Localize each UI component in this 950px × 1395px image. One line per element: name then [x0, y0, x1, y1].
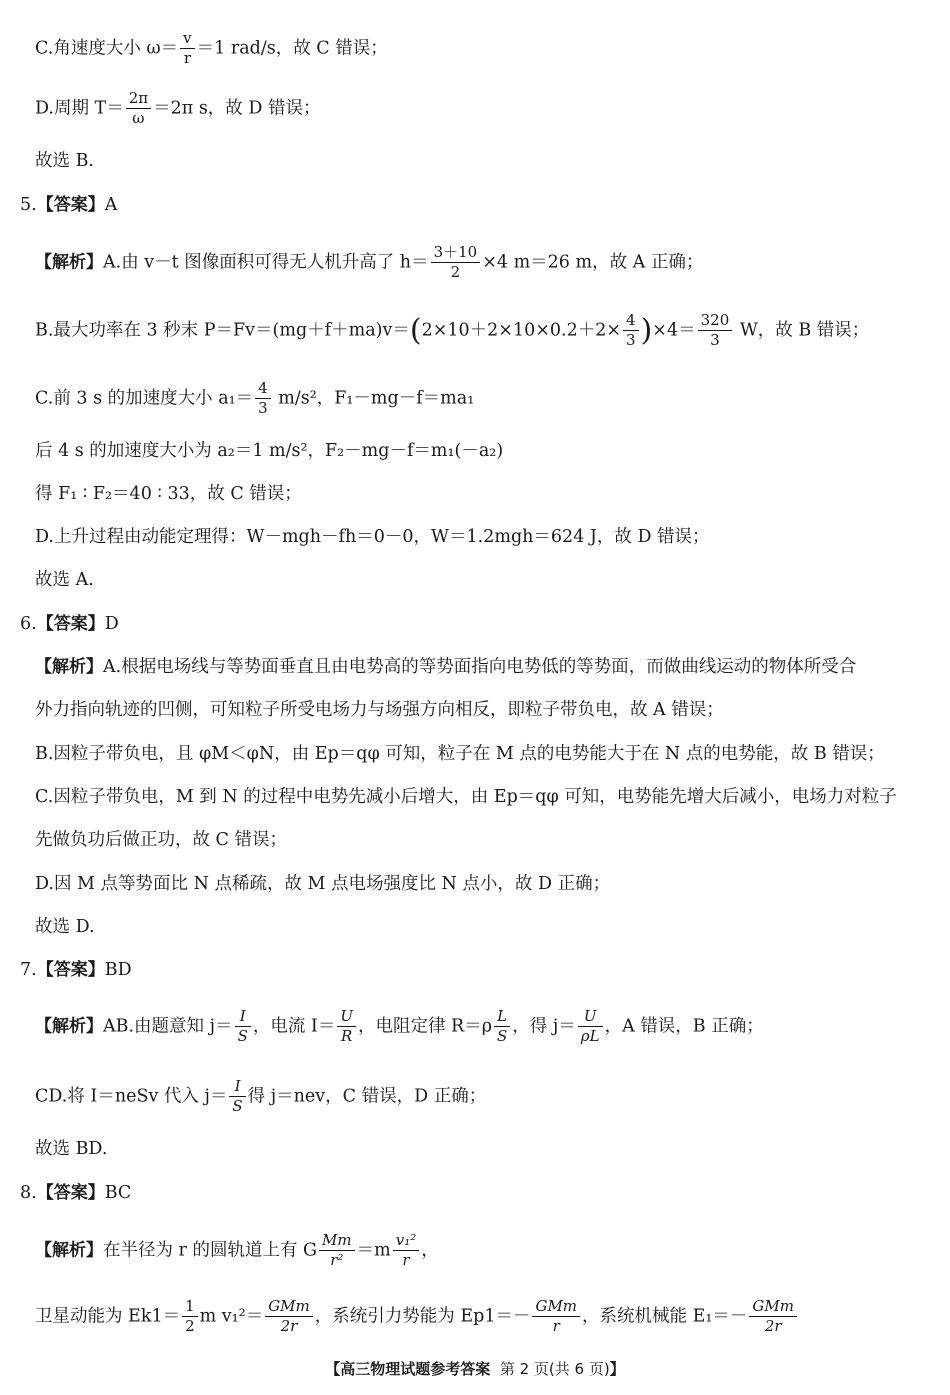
- q5-answer: [20, 197, 117, 215]
- analysis-label: 【解析】: [35, 252, 103, 273]
- fraction: [255, 380, 271, 418]
- denominator: S: [232, 1097, 243, 1116]
- numerator: v₁²: [393, 1232, 420, 1251]
- denominator: r: [402, 1251, 410, 1270]
- q6-option-b: B.因粒子带负电，且 φM＜φN，由 Ep＝qφ 可知，粒子在 M 点的电势能大于在 N 点的电势能，故 B 错误；: [35, 744, 885, 764]
- q7-choose: 故选 BD.: [35, 1139, 108, 1159]
- text: A.根据电场线与等势面垂直且由电势高的等势面指向电势低的等势面，而做曲线运动的物体所受合: [103, 657, 857, 677]
- fraction: [265, 1298, 313, 1336]
- text: ，系统机械能 E₁＝－: [582, 1306, 748, 1327]
- analysis-label: 【解析】: [35, 657, 103, 677]
- numerator: 3＋10: [431, 244, 481, 263]
- answer-value: A: [104, 195, 118, 215]
- q4-option-d: [35, 90, 320, 128]
- footer-title: 【高三物理试题参考答案: [325, 1360, 491, 1378]
- fraction: [749, 1298, 797, 1336]
- q6-answer: [20, 616, 119, 634]
- question-number: 8.: [20, 1183, 37, 1203]
- numerator: GMm: [749, 1298, 797, 1317]
- q5-choose: 故选 A.: [35, 570, 94, 590]
- text: A.由 v－t 图像面积可得无人机升高了 h＝: [103, 252, 429, 273]
- numerator: 2π: [126, 90, 151, 109]
- fraction: [623, 312, 639, 350]
- q5-c-line3: 得 F₁ ∶ F₂＝40 ∶ 33，故 C 错误；: [35, 484, 302, 504]
- text: C.角速度大小 ω＝: [35, 38, 179, 59]
- numerator: U: [578, 1008, 603, 1027]
- answer-label: 【答案】: [36, 960, 105, 980]
- fraction: [393, 1232, 420, 1270]
- fraction: [431, 244, 481, 282]
- answer-label: 【答案】: [36, 1183, 105, 1203]
- footer-bracket: 】: [609, 1360, 625, 1378]
- numerator: v: [180, 30, 194, 49]
- fraction: [698, 312, 733, 350]
- numerator: L: [494, 1008, 510, 1027]
- q5-analysis-a: [35, 244, 703, 282]
- q5-option-b: [35, 312, 869, 350]
- denominator: S: [237, 1027, 248, 1046]
- q6-analysis-a1: [35, 659, 856, 677]
- denominator: 2: [450, 263, 461, 282]
- denominator: 3: [258, 399, 268, 418]
- q5-option-c: [35, 380, 474, 418]
- denominator: 2r: [280, 1317, 298, 1336]
- numerator: 4: [623, 312, 639, 331]
- text: B.最大功率在 3 秒末 P＝Fv＝(mg＋f＋ma)v＝: [35, 320, 410, 341]
- text: m v₁²＝: [199, 1306, 264, 1327]
- fraction: [229, 1078, 245, 1116]
- text: 在半径为 r 的圆轨道上有 G: [103, 1240, 318, 1261]
- fraction: [337, 1008, 356, 1046]
- denominator: ρL: [580, 1027, 600, 1046]
- q5-option-d: D.上升过程由动能定理得：W－mgh－fh＝0－0，W＝1.2mgh＝624 J，故 D 错误；: [35, 527, 710, 547]
- q6-choose: 故选 D.: [35, 917, 95, 937]
- text: ＝2π s，故 D 错误；: [153, 98, 321, 119]
- text: ×4 m＝26 m，故 A 正确；: [482, 252, 704, 273]
- q4-option-c: [35, 30, 388, 68]
- numerator: 1: [182, 1298, 198, 1317]
- text: D.周期 T＝: [35, 98, 124, 119]
- numerator: GMm: [532, 1298, 580, 1317]
- q7-analysis-ab: [35, 1008, 764, 1046]
- question-number: 6.: [20, 614, 37, 634]
- text: ，系统引力势能为 Ep1＝－: [314, 1306, 531, 1327]
- q6-a-line2: 外力指向轨迹的凹侧，可知粒子所受电场力与场强方向相反，即粒子带负电，故 A 错误；: [35, 700, 724, 720]
- fraction: [180, 30, 194, 68]
- q6-c-line2: 先做负功后做正功，故 C 错误；: [35, 830, 288, 850]
- q8-answer: [20, 1185, 131, 1203]
- q7-answer: [20, 962, 132, 980]
- footer-page-number: 第 2 页(共 6 页): [499, 1360, 610, 1378]
- q6-option-d: D.因 M 点等势面比 N 点稀疏，故 M 点电场强度比 N 点小，故 D 正确；: [35, 874, 611, 894]
- text: ，电流 I＝: [252, 1016, 336, 1037]
- numerator: 320: [698, 312, 733, 331]
- denominator: r²: [330, 1251, 344, 1270]
- text: ，电阻定律 R＝ρ: [357, 1016, 493, 1037]
- q6-option-c1: C.因粒子带负电，M 到 N 的过程中电势先减小后增大，由 Ep＝qφ 可知，电势能先增大后减小，电场力对粒子: [35, 787, 897, 807]
- text: ×4＝: [652, 320, 696, 341]
- denominator: 2r: [764, 1317, 782, 1336]
- analysis-label: 【解析】: [35, 1240, 103, 1261]
- text: C.前 3 s 的加速度大小 a₁＝: [35, 388, 254, 409]
- question-number: 5.: [20, 195, 37, 215]
- q5-c-line2: 后 4 s 的加速度大小为 a₂＝1 m/s²，F₂－mg－f＝m₁(－a₂): [35, 441, 504, 461]
- numerator: I: [229, 1078, 245, 1097]
- text: ＝m: [356, 1240, 391, 1261]
- text: ，A 错误，B 正确；: [604, 1016, 764, 1037]
- text: 得 j＝nev，C 错误，D 正确；: [247, 1086, 487, 1107]
- text: ，: [421, 1240, 439, 1261]
- numerator: I: [235, 1008, 251, 1027]
- denominator: r: [183, 49, 191, 68]
- denominator: ω: [132, 109, 145, 128]
- fraction: [578, 1008, 603, 1046]
- paren: ): [640, 312, 653, 348]
- text: W，故 B 错误；: [734, 320, 870, 341]
- q4-choose: 故选 B.: [35, 151, 94, 171]
- fraction: [319, 1232, 355, 1270]
- fraction: [235, 1008, 251, 1046]
- fraction: [182, 1298, 198, 1336]
- answer-value: D: [104, 614, 119, 634]
- answer-label: 【答案】: [36, 614, 105, 634]
- denominator: r: [552, 1317, 560, 1336]
- fraction: [126, 90, 151, 128]
- paren: (: [409, 312, 422, 348]
- denominator: 2: [185, 1317, 195, 1336]
- text: ，得 j＝: [512, 1016, 576, 1037]
- numerator: GMm: [265, 1298, 313, 1317]
- answer-value: BD: [104, 960, 132, 980]
- q8-analysis-line1: [35, 1232, 439, 1270]
- text: CD.将 I＝neSv 代入 j＝: [35, 1086, 228, 1107]
- question-number: 7.: [20, 960, 37, 980]
- denominator: 3: [626, 331, 636, 350]
- fraction: [494, 1008, 510, 1046]
- numerator: Mm: [319, 1232, 355, 1251]
- answer-label: 【答案】: [36, 195, 105, 215]
- numerator: U: [337, 1008, 356, 1027]
- q7-option-cd: [35, 1078, 486, 1116]
- fraction: [532, 1298, 580, 1336]
- text: 2×10＋2×10×0.2＋2×: [421, 320, 622, 341]
- q8-analysis-line2: [35, 1298, 799, 1336]
- numerator: 4: [255, 380, 271, 399]
- denominator: R: [341, 1027, 353, 1046]
- denominator: S: [497, 1027, 508, 1046]
- text: AB.由题意知 j＝: [103, 1016, 233, 1037]
- answer-value: BC: [104, 1183, 132, 1203]
- text: ＝1 rad/s，故 C 错误；: [196, 38, 388, 59]
- text: m/s²，F₁－mg－f＝ma₁: [272, 388, 475, 409]
- page-footer: [0, 1358, 950, 1379]
- analysis-label: 【解析】: [35, 1016, 103, 1037]
- denominator: 3: [710, 331, 720, 350]
- text: 卫星动能为 Ek1＝: [35, 1306, 181, 1327]
